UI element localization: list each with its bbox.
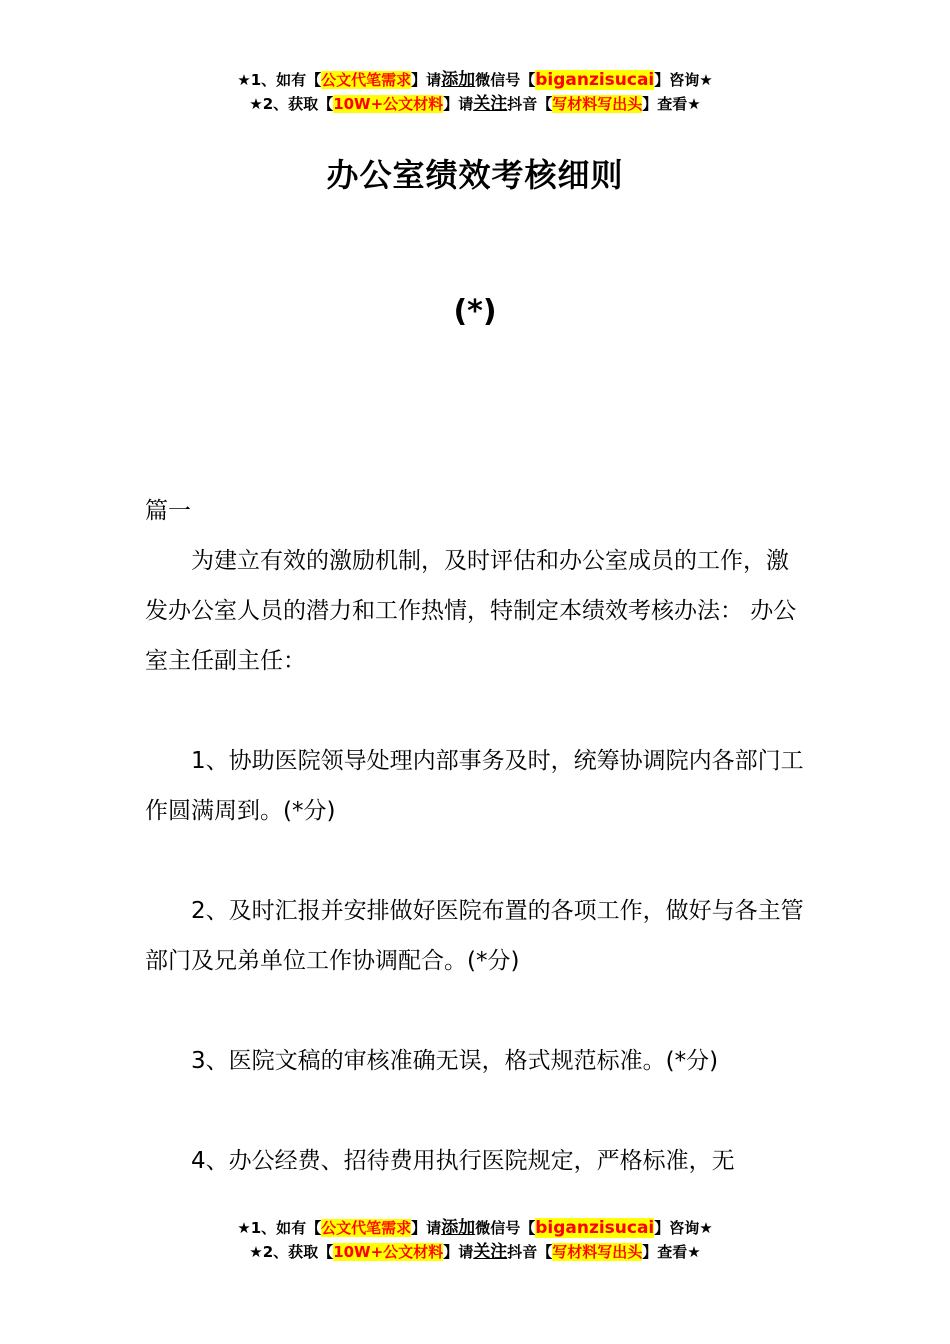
banner-text: 】请 (443, 95, 474, 113)
banner-text: ★2、获取【 (249, 95, 334, 113)
banner-line-1 (0, 1216, 950, 1240)
banner-highlight: 写材料写出头 (552, 95, 643, 113)
banner-text: 】请 (411, 71, 442, 89)
banner-text: 】查看★ (642, 1243, 701, 1261)
banner-text: ★2、获取【 (249, 1243, 334, 1261)
banner-line-2 (0, 92, 950, 116)
banner-text: 微信号【 (475, 71, 536, 89)
banner-text: ★1、如有【 (237, 1219, 322, 1237)
banner-underlined: 关注 (473, 1242, 508, 1262)
banner-highlight: 10W+公文材料 (333, 1243, 444, 1261)
footer-banner (0, 1216, 950, 1264)
document-subtitle: (*) (453, 294, 497, 329)
banner-line-1 (0, 68, 950, 92)
banner-text: 】咨询★ (654, 1219, 713, 1237)
banner-highlight: 写材料写出头 (552, 1243, 643, 1261)
banner-text: 抖音【 (507, 1243, 553, 1261)
list-item: 3、医院文稿的审核准确无误，格式规范标准。(*分) (191, 1048, 719, 1074)
banner-text: 】查看★ (642, 95, 701, 113)
banner-text: 抖音【 (507, 95, 553, 113)
intro-paragraph: 为建立有效的激励机制，及时评估和办公室成员的工作，激发办公室人员的潜力和工作热情，特制定本绩效考核办法： 办公室主任副主任： (145, 548, 797, 674)
banner-highlight: 公文代笔需求 (321, 1219, 412, 1237)
banner-highlight: 10W+公文材料 (333, 95, 444, 113)
banner-text: ★1、如有【 (237, 71, 322, 89)
list-item: 1、协助医院领导处理内部事务及时，统筹协调院内各部门工作圆满周到。(*分) (145, 748, 804, 824)
banner-highlight: 公文代笔需求 (321, 71, 412, 89)
banner-text: 】咨询★ (654, 71, 713, 89)
list-item: 4、办公经费、招待费用执行医院规定，严格标准，无 (191, 1148, 735, 1174)
banner-text: 微信号【 (475, 1219, 536, 1237)
banner-text: 】请 (411, 1219, 442, 1237)
document-body (145, 486, 810, 1186)
banner-underlined: 添加 (441, 1218, 476, 1238)
header-banner (0, 68, 950, 116)
banner-underlined: 添加 (441, 70, 476, 90)
banner-line-2 (0, 1240, 950, 1264)
section-heading: 篇一 (145, 498, 191, 524)
banner-text: 】请 (443, 1243, 474, 1261)
banner-underlined: 关注 (473, 94, 508, 114)
banner-highlight: biganzisucai (535, 70, 655, 90)
list-item: 2、及时汇报并安排做好医院布置的各项工作，做好与各主管部门及兄弟单位工作协调配合。(*分) (145, 898, 804, 974)
banner-highlight: biganzisucai (535, 1218, 655, 1238)
document-title: 办公室绩效考核细则 (326, 156, 624, 194)
